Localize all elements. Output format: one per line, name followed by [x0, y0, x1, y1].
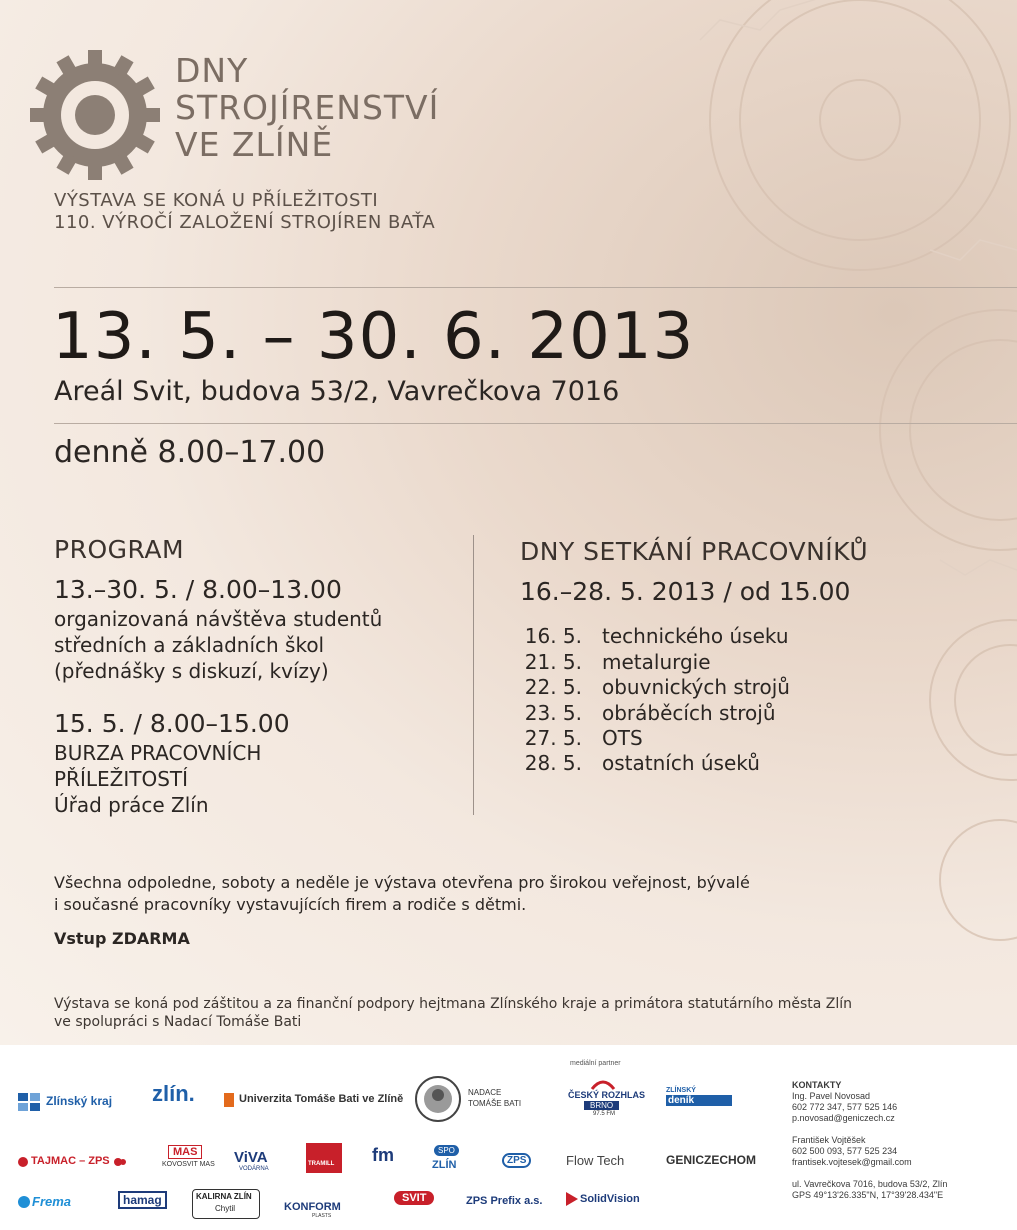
divider-top — [54, 287, 1017, 288]
gear-logo-icon — [30, 50, 160, 180]
media-partner-label: mediální partner — [570, 1060, 621, 1067]
program-2-line-2: PŘÍLEŽITOSTÍ — [54, 767, 189, 791]
flowtech-logo: Flow Tech — [566, 1153, 625, 1168]
vodarna-text: VODÁRNA — [239, 1166, 269, 1172]
contacts-block — [792, 1080, 947, 1201]
divider-middle — [54, 423, 1017, 424]
meeting-date: 23. 5. — [524, 701, 582, 725]
geniczech-logo: GENICZECHOM — [666, 1153, 756, 1167]
program-description-2 — [54, 740, 261, 818]
program-1-line-3: (přednášky s diskuzí, kvízy) — [54, 659, 329, 683]
event-venue: Areál Svit, budova 53/2, Vavrečkova 7016 — [54, 376, 620, 407]
solidvision-text: SolidVision — [580, 1193, 640, 1205]
meeting-text: obuvnických strojů — [602, 675, 790, 699]
meeting-date: 21. 5. — [524, 650, 582, 674]
zlinsky-kraj-icon — [18, 1093, 42, 1111]
tramill-logo — [306, 1143, 342, 1173]
fm-text: fm — [372, 1145, 394, 1165]
zlinsky-denik-logo — [666, 1087, 730, 1111]
tramill-text: TRAMILL — [308, 1161, 335, 1167]
zps-text: ZPS — [502, 1153, 531, 1168]
spo-text: SPO — [434, 1145, 459, 1156]
meeting-text: technického úseku — [602, 624, 789, 648]
contact-2-email[interactable]: frantisek.vojtesek@gmail.com — [792, 1157, 912, 1167]
subtitle-line-2: 110. VÝROČÍ ZALOŽENÍ STROJÍREN BAŤA — [54, 212, 436, 233]
fm-logo — [368, 1143, 408, 1173]
meeting-date: 28. 5. — [524, 751, 582, 775]
title-line-3: VE ZLÍNĚ — [175, 125, 334, 164]
frema-icon — [18, 1196, 30, 1208]
free-entry: Vstup ZDARMA — [54, 929, 190, 948]
frema-logo — [18, 1193, 88, 1213]
denik-text: deník — [666, 1095, 732, 1106]
public-info-line-2: i současné pracovníky vystavujících firem a rodiče s dětmi. — [54, 895, 527, 914]
public-info — [54, 872, 750, 916]
contact-1-phone: 602 772 347, 577 525 146 — [792, 1102, 898, 1112]
frema-text: Frema — [32, 1194, 72, 1209]
hamag-logo: hamag — [118, 1191, 167, 1209]
mas-text: MAS — [168, 1145, 202, 1159]
contact-1-name: Ing. Pavel Novosad — [792, 1091, 871, 1101]
subtitle-line-1: VÝSTAVA SE KONÁ U PŘÍLEŽITOSTI — [54, 190, 379, 211]
subtitle — [54, 190, 435, 234]
patronage-info — [54, 995, 852, 1031]
kalirna-text: KALIRNA ZLÍN — [196, 1192, 252, 1201]
event-title — [175, 52, 439, 163]
program-date-1: 13.–30. 5. / 8.00–13.00 — [54, 575, 342, 604]
contacts-title: KONTAKTY — [792, 1080, 842, 1090]
meeting-text: obráběcích strojů — [602, 701, 776, 725]
solidvision-logo — [566, 1191, 646, 1211]
kalirna-zlin-logo — [192, 1189, 260, 1219]
meetings-title: DNY SETKÁNÍ PRACOVNÍKŮ — [520, 537, 869, 566]
gps-line: GPS 49°13'26.335"N, 17°39'28.434"E — [792, 1190, 944, 1200]
program-1-line-1: organizovaná návštěva studentů — [54, 607, 383, 631]
meeting-text: metalurgie — [602, 650, 711, 674]
zlinsky-kraj-text: Zlínský kraj — [46, 1094, 113, 1108]
utb-text: Univerzita Tomáše Bati ve Zlíně — [239, 1093, 404, 1105]
solidvision-icon — [566, 1192, 578, 1206]
utb-logo — [224, 1091, 404, 1111]
kovosvit-text: KOVOSVIT MAS — [162, 1161, 215, 1168]
konform-plasts-text: PLASTS — [312, 1213, 332, 1219]
tajmac-icon-right — [114, 1157, 126, 1167]
program-2-line-1: BURZA PRACOVNÍCH — [54, 741, 262, 765]
opening-hours: denně 8.00–17.00 — [54, 435, 326, 470]
meeting-date: 27. 5. — [524, 726, 582, 750]
contact-2-name: František Vojtěšek — [792, 1135, 866, 1145]
address-line: ul. Vavrečkova 7016, budova 53/2, Zlín — [792, 1179, 948, 1189]
zlinsky-kraj-logo — [18, 1092, 128, 1112]
column-divider — [473, 535, 474, 815]
brno-badge: BRNO — [584, 1101, 619, 1110]
meeting-date: 22. 5. — [524, 675, 582, 699]
zlinsky-denik-small-text: ZLÍNSKÝ — [666, 1087, 696, 1094]
nadace-seal-icon — [414, 1075, 462, 1123]
program-2-line-3: Úřad práce Zlín — [54, 793, 209, 817]
nadace-tomase-bati-logo — [414, 1075, 524, 1125]
zlin-city-logo: zlín. — [152, 1081, 195, 1106]
viva-text: ViVA — [234, 1149, 268, 1166]
zps-logo — [500, 1149, 540, 1173]
program-date-2: 15. 5. / 8.00–15.00 — [54, 709, 290, 738]
program-1-line-2: středních a základních škol — [54, 633, 325, 657]
svit-logo: SVIT — [394, 1191, 434, 1205]
contact-1-email[interactable]: p.novosad@geniczech.cz — [792, 1113, 895, 1123]
sponsors-strip — [0, 1045, 1017, 1230]
program-title: PROGRAM — [54, 535, 185, 564]
meeting-date: 16. 5. — [524, 624, 582, 648]
utb-icon — [224, 1093, 234, 1107]
title-line-1: DNY — [175, 51, 249, 90]
kovosvit-mas-logo — [160, 1145, 215, 1175]
cesky-rozhlas-text: ČESKÝ ROZHLAS — [568, 1090, 646, 1100]
zps-prefix-logo: ZPS Prefix a.s. — [466, 1195, 543, 1207]
tajmac-zps-logo — [18, 1153, 128, 1171]
spo-zlin-logo — [430, 1145, 466, 1175]
meeting-text: ostatních úseků — [602, 751, 760, 775]
nadace-text-1: NADACE — [468, 1088, 502, 1097]
program-description-1 — [54, 606, 382, 684]
public-info-line-1: Všechna odpoledne, soboty a neděle je výstava otevřena pro širokou veřejnost, bývalé — [54, 873, 750, 892]
frequency-text: 97.5 FM — [593, 1111, 616, 1117]
title-line-2: STROJÍRENSTVÍ — [175, 88, 440, 127]
meeting-text: OTS — [602, 726, 643, 750]
viva-logo — [234, 1149, 284, 1175]
patronage-line-1: Výstava se koná pod záštitou a za finanční podpory hejtmana Zlínského kraje a primátora statutárního města Zlín — [54, 996, 853, 1012]
spo-zlin-text: ZLÍN — [432, 1159, 457, 1171]
cesky-rozhlas-logo — [568, 1079, 646, 1119]
konform-logo — [282, 1189, 342, 1219]
nadace-text-2: TOMÁŠE BATI — [468, 1099, 522, 1108]
event-dates: 13. 5. – 30. 6. 2013 — [52, 300, 695, 374]
chytil-text: Chytil — [215, 1204, 236, 1213]
meetings-date: 16.–28. 5. 2013 / od 15.00 — [520, 577, 851, 606]
tajmac-text: TAJMAC – ZPS — [31, 1155, 110, 1167]
tajmac-icon — [18, 1157, 28, 1167]
contact-2-phone: 602 500 093, 577 525 234 — [792, 1146, 898, 1156]
patronage-line-2: ve spolupráci s Nadací Tomáše Bati — [54, 1014, 302, 1030]
konform-text: KONFORM — [284, 1201, 341, 1213]
